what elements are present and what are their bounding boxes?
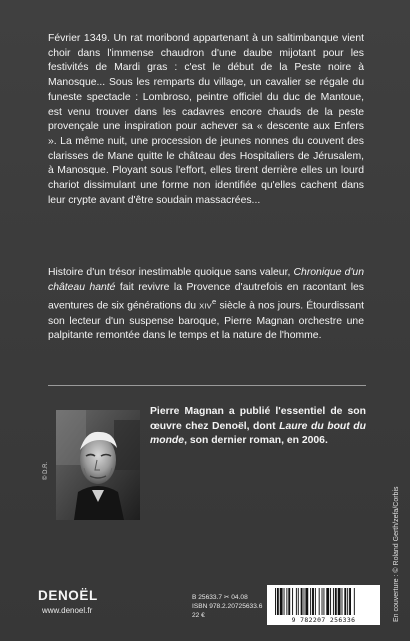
barcode-bar xyxy=(335,588,337,615)
bio-text-a: Pierre Magnan a publié l'essentiel de son œuvre chez Denoël, dont xyxy=(150,406,366,432)
book-codes xyxy=(192,593,262,621)
summary-text-1: Février 1349. Un rat moribond appartenant à un saltimbanque vient choir dans l'immense chaudron d'une daube mijotant pour les festivités de Mardi gras : c'est le début de la Peste noire à Manosque... Sous les remparts du village, un cavalier se régale du funeste spectacle : Lombroso, peintre officiel du duc de Mantoue, est venu trouver dans les cadavres encore chauds de la peste provençale une inspiration pour achever sa « descente aux Enfers ». La même nuit, une procession de jeunes nonnes du couvent des clarisses de Mane quitte le château des Hospitaliers de Jérusalem, à Manosque. Ployant sous l'effort, elles tirent derrière elles un lourd chariot dissimulant une forme non identifiée qu'elles cachent dans leur crypte avant d'être soudain massacrées... xyxy=(48,33,364,206)
author-portrait xyxy=(56,410,140,520)
barcode-bar xyxy=(284,588,285,615)
barcode-bar xyxy=(333,588,334,615)
photo-credit: © D.R. xyxy=(43,461,49,480)
barcode-bar xyxy=(315,588,316,615)
summary-paragraph-1 xyxy=(48,32,364,208)
barcode-bars xyxy=(267,585,380,617)
barcode-bar xyxy=(301,588,303,615)
publisher-logo: DENOËL xyxy=(38,588,98,603)
century-numeral: XIV xyxy=(199,301,212,311)
barcode-bar xyxy=(277,588,279,615)
barcode-bar xyxy=(326,588,329,615)
summary-text-2c: siècle à nos jours. Étourdissant son lecteur d'un suspense baroque, Pierre Magnan orchestre une palpitante remontée dans le temps et la nature de l'homme. xyxy=(48,300,365,342)
summary-text-2a: Histoire d'un trésor inestimable quoique sans valeur, xyxy=(48,267,294,278)
barcode-bar xyxy=(344,588,346,615)
barcode-bar xyxy=(342,588,343,615)
publisher-website: www.denoel.fr xyxy=(42,606,93,615)
barcode-bar xyxy=(330,588,331,615)
stock-code: B 25633.7 ✂ 04.08 xyxy=(192,594,248,601)
century-superscript: e xyxy=(211,297,217,307)
author-portrait-illustration xyxy=(56,410,140,520)
barcode-digits: 9 782207 256336 xyxy=(291,616,356,624)
barcode-bar xyxy=(349,588,351,615)
barcode-bar xyxy=(275,588,276,615)
price: 22 € xyxy=(192,612,205,620)
bio-book-title: Laure du bout du monde xyxy=(150,420,366,447)
barcode-bar xyxy=(354,588,355,615)
summary-text-2b: fait revivre la Provence d'autrefois en racontant les aventures de six générations du xyxy=(48,281,364,312)
barcode-bar xyxy=(319,588,320,615)
barcode-bar xyxy=(338,588,341,615)
barcode-bar xyxy=(305,588,308,615)
barcode-bar xyxy=(288,588,290,615)
barcode-bar xyxy=(310,588,311,615)
section-divider xyxy=(48,385,366,386)
barcode-bar xyxy=(296,588,297,615)
barcode xyxy=(267,585,380,625)
barcode-bar xyxy=(292,588,293,615)
summary-paragraph-2 xyxy=(48,266,364,344)
barcode-bar xyxy=(347,588,348,615)
barcode-bar xyxy=(312,588,314,615)
cover-credit: En couverture : © Roland Gerth/zefa/Corbis xyxy=(393,486,400,622)
bio-text-b: , son dernier roman, en 2006. xyxy=(184,435,328,447)
book-title: Chronique d'un château hanté xyxy=(48,267,364,293)
barcode-bar xyxy=(280,588,283,615)
barcode-bar xyxy=(322,588,323,615)
barcode-bar xyxy=(323,588,324,615)
barcode-bar xyxy=(298,588,299,615)
barcode-bar xyxy=(286,588,287,615)
isbn-code: ISBN 978.2.20725633.6 xyxy=(192,603,263,611)
barcode-bar xyxy=(304,588,305,615)
author-bio xyxy=(150,405,366,449)
